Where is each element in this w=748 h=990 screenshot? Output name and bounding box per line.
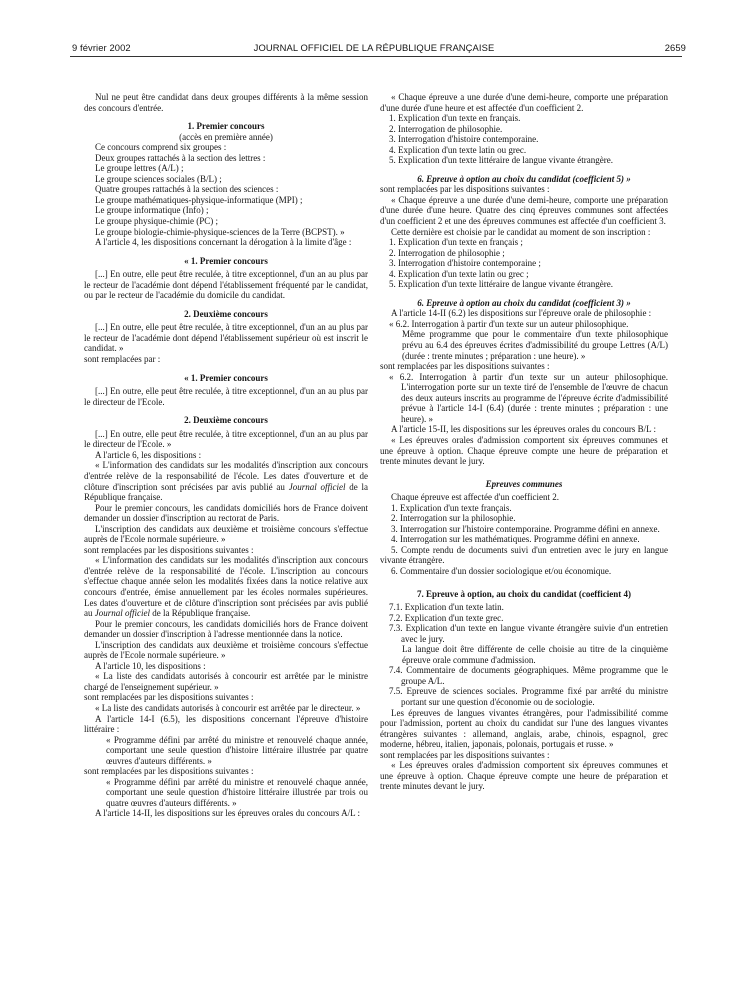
paragraph: Le groupe sciences sociales (B/L) ; xyxy=(95,173,222,184)
header-title: JOURNAL OFFICIEL DE LA RÉPUBLIQUE FRANÇAISE xyxy=(253,42,495,53)
paragraph: « Chaque épreuve a une durée d'une demi-heure, comporte une préparation d'une durée d'une heure et est affectée d'un coefficient 2. xyxy=(380,92,668,113)
list-item: 1. Explication d'un texte en français ; xyxy=(389,237,523,248)
paragraph: Nul ne peut être candidat dans deux groupes différents à la même session des concours d'entrée. xyxy=(84,92,368,113)
section-subheading: (accès en première année) xyxy=(179,131,273,142)
section-heading: 2. Deuxième concours xyxy=(184,308,268,319)
paragraph: sont remplacées par les dispositions suivantes : xyxy=(84,692,254,703)
paragraph: sont remplacées par les dispositions suivantes : xyxy=(380,749,550,760)
section-heading: 2. Deuxième concours xyxy=(184,415,268,426)
paragraph: A l'article 4, les dispositions concernant la dérogation à la limite d'âge : xyxy=(95,237,352,248)
right-column xyxy=(380,92,668,792)
list-item: 5. Explication d'un texte littéraire de langue vivante étrangère. xyxy=(389,279,614,290)
paragraph: « L'information des candidats sur les modalités d'inscription aux concours d'entrée relève de la responsabilité de l'école. L'inscription au concours s'effectue chaque année selon les modalités fixées dans la notice relative aux concours d'entrée, émise annuellement par les écoles normales supérieures. Les dates d'ouverture et de clôture d'inscription sont précisées par avis publié au Journal officiel de la République française. xyxy=(84,555,368,619)
paragraph: [...] En outre, elle peut être reculée, à titre exceptionnel, d'un an au plus par le recteur de l'académie dont dépend l'établissement fréquenté par le candidat, ou par le recteur de l'académie du domicile du candidat. xyxy=(84,269,368,301)
paragraph: Le groupe lettres (A/L) ; xyxy=(95,163,184,174)
paragraph: A l'article 15-II, les dispositions sur les épreuves orales du concours B/L : xyxy=(391,424,656,435)
paragraph: A l'article 14-I (6.5), les dispositions concernant l'épreuve d'histoire littéraire : xyxy=(84,713,368,735)
paragraph: [...] En outre, elle peut être reculée, à titre exceptionnel, d'un an au plus par le recteur de l'académie dont dépend l'établissement supérieur où est inscrit le candidat. » xyxy=(84,322,368,354)
list-item: 7.4. Commentaire de documents géographiques. Même programme que le groupe A/L. xyxy=(389,665,668,686)
quoted-paragraph: « Programme défini par arrêté du ministre et renouvelé chaque année, comportant une seule question d'histoire littéraire illustrée par quatre œuvres d'auteurs différents. » xyxy=(106,734,368,766)
paragraph: Pour le premier concours, les candidats domiciliés hors de France doivent demander un dossier d'inscription au rectorat de Paris. xyxy=(84,502,368,524)
paragraph: Le groupe physique-chimie (PC) ; xyxy=(95,216,218,227)
section-heading: 6. Epreuve à option au choix du candidat (coefficient 3) » xyxy=(417,297,631,308)
list-item: 3. Interrogation sur l'histoire contemporaine. Programme défini en annexe. xyxy=(391,523,660,534)
paragraph: « L'information des candidats sur les modalités d'inscription aux concours d'entrée relève de la responsabilité de l'école. Les dates d'ouverture et de clôture d'inscription sont précisées par avis publié au Journal officiel de la République française. xyxy=(84,460,368,503)
quoted-paragraph: La langue doit être différente de celle choisie au titre de la cinquième épreuve orale commune d'admission. xyxy=(402,644,668,665)
section-heading: 7. Epreuve à option, au choix du candidat (coefficient 4) xyxy=(416,588,632,599)
list-item: 4. Explication d'un texte latin ou grec ; xyxy=(389,268,529,279)
paragraph: « Chaque épreuve a une durée d'une demi-heure, comporte une préparation d'une durée d'une heure. Quatre des cinq épreuves communes sont affectées d'un coefficient 2 et une des épreuves communes est affectée d'un coefficient 3. xyxy=(380,194,668,227)
list-item: 1. Explication d'un texte en français. xyxy=(389,113,521,124)
header-rule xyxy=(70,56,682,57)
list-item: 2. Interrogation de philosophie ; xyxy=(389,247,505,258)
paragraph: Le groupe mathématiques-physique-informatique (MPI) ; xyxy=(95,194,303,205)
quoted-paragraph: Même programme que pour le commentaire d'un texte philosophique prévu au 6.4 des épreuves écrites d'admissibilité du groupe Lettres (A/L) (durée : trente minutes ; préparation : une heure). » xyxy=(402,329,668,361)
section-heading: 1. Premier concours xyxy=(187,121,265,132)
paragraph: Le groupe biologie-chimie-physique-sciences de la Terre (BCPST). » xyxy=(95,226,345,237)
list-item: 7.2. Explication d'un texte grec. xyxy=(389,612,504,623)
paragraph: sont remplacées par : xyxy=(84,354,161,365)
quoted-paragraph: « Programme défini par arrêté du ministre et renouvelé chaque année, comportant une seule question d'histoire littéraire illustrée par trois ou quatre œuvres d'auteurs différents. » xyxy=(106,776,368,808)
paragraph: sont remplacées par les dispositions suivantes : xyxy=(84,766,254,777)
list-item: « 6.2. Interrogation à partir d'un texte sur un auteur philosophique. xyxy=(389,318,629,329)
list-item: « 6.2. Interrogation à partir d'un texte sur un auteur philosophique. L'interrogation porte sur un texte tiré de l'ensemble de l'œuvre de chacun des deux auteurs inscrits au programme de l'épreuve écrite d'admissibilité prévue à l'article 14-I (6.4) (durée : trente minutes ; préparation : une heure). » xyxy=(389,371,668,424)
list-item: 2. Interrogation de philosophie. xyxy=(389,123,503,134)
section-heading: « 1. Premier concours xyxy=(184,372,268,383)
list-item: 2. Interrogation sur la philosophie. xyxy=(391,513,516,524)
paragraph: [...] En outre, elle peut être reculée, à titre exceptionnel, d'un an au plus par le directeur de l'Ecole. » xyxy=(84,428,368,450)
list-item: 1. Explication d'un texte français. xyxy=(391,502,512,513)
paragraph: L'inscription des candidats aux deuxième et troisième concours s'effectue auprès de l'Ecole normale supérieure. » xyxy=(84,639,368,661)
list-item: 7.5. Epreuve de sciences sociales. Programme fixé par arrêté du ministre portant sur une question d'économie ou de sociologie. xyxy=(389,686,668,707)
paragraph: A l'article 10, les dispositions : xyxy=(95,660,206,671)
paragraph: [...] En outre, elle peut être reculée, à titre exceptionnel, d'un an au plus par le directeur de l'Ecole. xyxy=(84,386,368,407)
paragraph: sont remplacées par les dispositions suivantes : xyxy=(380,361,550,372)
paragraph: sont remplacées par les dispositions suivantes : xyxy=(380,184,550,195)
section-heading: Epreuves communes xyxy=(485,478,563,489)
header-page-number: 2659 xyxy=(664,42,686,53)
list-item: 4. Explication d'un texte latin ou grec. xyxy=(389,144,527,155)
paragraph: A l'article 6, les dispositions : xyxy=(95,449,202,460)
paragraph: Cette dernière est choisie par le candidat au moment de son inscription : xyxy=(391,226,651,237)
list-item: 5. Explication d'un texte littéraire de langue vivante étrangère. xyxy=(389,155,614,166)
list-item: 7.1. Explication d'un texte latin. xyxy=(389,602,504,613)
paragraph: Ce concours comprend six groupes : xyxy=(95,142,227,153)
paragraph: Le groupe informatique (Info) ; xyxy=(95,205,209,216)
list-item: 6. Commentaire d'un dossier sociologique et/ou économique. xyxy=(391,565,612,576)
list-item: 5. Compte rendu de documents suivi d'un entretien avec le jury en langue vivante étrangère. xyxy=(380,544,668,566)
section-heading: 6. Epreuve à option au choix du candidat (coefficient 5) » xyxy=(417,173,631,184)
paragraph: « La liste des candidats autorisés à concourir est arrêtée par le directeur. » xyxy=(95,702,361,713)
left-column xyxy=(84,92,368,819)
list-item: 3. Interrogation d'histoire contemporaine ; xyxy=(389,258,541,269)
paragraph: sont remplacées par les dispositions suivantes : xyxy=(84,544,254,555)
paragraph: Chaque épreuve est affectée d'un coefficient 2. xyxy=(391,492,559,503)
paragraph: « La liste des candidats autorisés à concourir est arrêtée par le ministre chargé de l'enseignement supérieur. » xyxy=(84,671,368,692)
list-item: 3. Interrogation d'histoire contemporaine. xyxy=(389,134,539,145)
paragraph: « Les épreuves orales d'admission comportent six épreuves communes et une épreuve à option. Chaque épreuve compte une heure de préparation et trente minutes devant le jury. xyxy=(380,760,668,792)
paragraph: Quatre groupes rattachés à la section des sciences : xyxy=(95,184,279,195)
header-date: 9 février 2002 xyxy=(72,42,131,53)
paragraph: L'inscription des candidats aux deuxième et troisième concours s'effectue auprès de l'Ecole normale supérieure. » xyxy=(84,523,368,545)
section-heading: « 1. Premier concours xyxy=(184,255,268,266)
paragraph: Deux groupes rattachés à la section des lettres : xyxy=(95,152,266,163)
paragraph: A l'article 14-II (6.2) les dispositions sur l'épreuve orale de philosophie : xyxy=(391,308,652,319)
list-item: 4. Interrogation sur les mathématiques. Programme défini en annexe. xyxy=(391,534,640,545)
paragraph: Pour le premier concours, les candidats domiciliés hors de France doivent demander un dossier d'inscription à l'adresse mentionnée dans la notice. xyxy=(84,618,368,640)
paragraph: A l'article 14-II, les dispositions sur les épreuves orales du concours A/L : xyxy=(95,808,360,819)
paragraph: « Les épreuves orales d'admission comportent six épreuves communes et une épreuve à option. Chaque épreuve compte une heure de préparation et trente minutes devant le jury. xyxy=(380,434,668,467)
list-item: 7.3. Explication d'un texte en langue vivante étrangère suivie d'un entretien avec le jury. xyxy=(389,623,668,644)
paragraph: Les épreuves de langues vivantes étrangères, pour l'admissibilité comme pour l'admission, portent au choix du candidat sur l'une des langues vivantes étrangères suivantes : allemand, anglais, arabe, chinois, espagnol, grec moderne, hébreu, italien, japonais, polonais, portugais et russe. » xyxy=(380,707,668,750)
